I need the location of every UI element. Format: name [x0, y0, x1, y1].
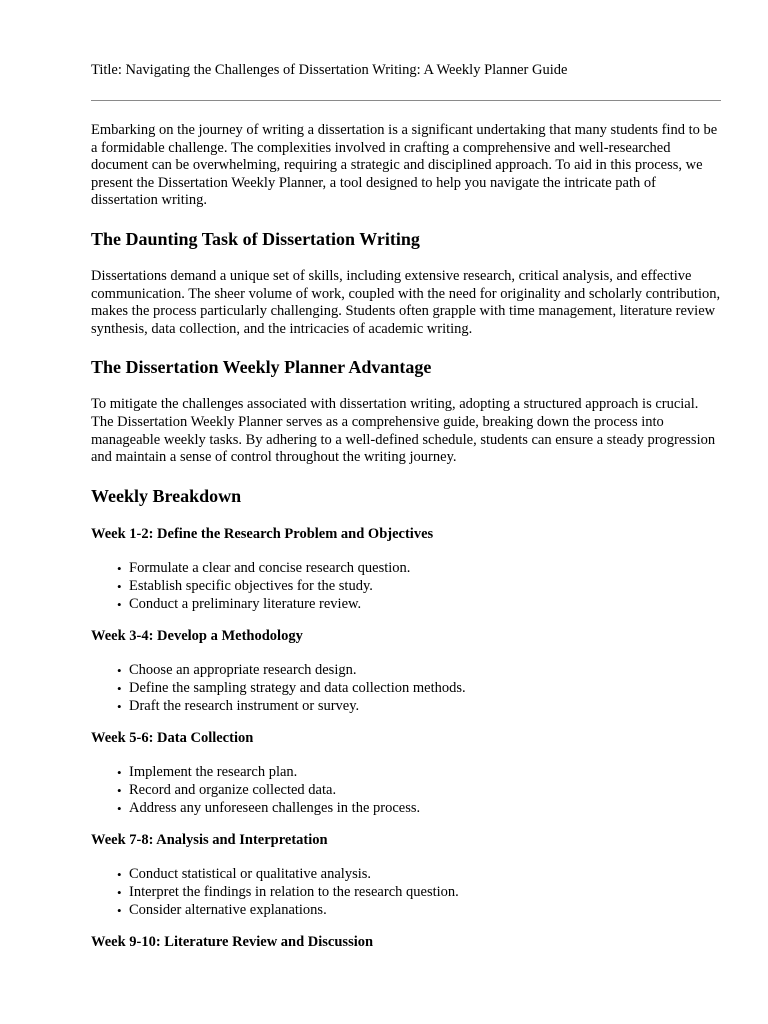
list-item: • Draft the research instrument or survey. [91, 697, 721, 715]
list-item: • Choose an appropriate research design. [91, 661, 721, 679]
list-item: • Consider alternative explanations. [91, 901, 721, 919]
intro-paragraph: Embarking on the journey of writing a dissertation is a significant undertaking that many students find to be a formidable challenge. The complexities involved in crafting a comprehensive and well-researched document can be overwhelming, requiring a strategic and disciplined approach. To aid in this process, we present the Dissertation Weekly Planner, a tool designed to help you navigate the intricate path of dissertation writing. [91, 122, 718, 209]
week-task-list [91, 865, 721, 919]
list-item: • Implement the research plan. [91, 763, 721, 781]
list-item: • Establish specific objectives for the study. [91, 577, 721, 595]
section-heading-daunting-task: The Daunting Task of Dissertation Writing [91, 228, 420, 249]
week-task-list [91, 559, 721, 613]
section-paragraph-daunting-task: Dissertations demand a unique set of skills, including extensive research, critical analysis, and effective communication. The sheer volume of work, coupled with the need for originality and scholarly contribution, makes the process particularly challenging. Students often grapple with time management, literature review synthesis, data collection, and the intricacies of academic writing. [91, 267, 721, 337]
list-item: • Record and organize collected data. [91, 781, 721, 799]
list-item: • Define the sampling strategy and data collection methods. [91, 679, 721, 697]
week-heading: Week 5-6: Data Collection [91, 729, 254, 746]
week-task-list [91, 763, 721, 817]
list-item: • Interpret the findings in relation to the research question. [91, 883, 721, 901]
section-heading-weekly-breakdown: Weekly Breakdown [91, 485, 242, 506]
document-title: Title: Navigating the Challenges of Dissertation Writing: A Weekly Planner Guide [91, 62, 568, 78]
list-item: • Conduct statistical or qualitative analysis. [91, 865, 721, 883]
document-body [91, 122, 721, 967]
week-heading: Week 7-8: Analysis and Interpretation [91, 831, 328, 848]
section-paragraph-planner-advantage: To mitigate the challenges associated with dissertation writing, adopting a structured approach is crucial. The Dissertation Weekly Planner serves as a comprehensive guide, breaking down the process into manageable weekly tasks. By adhering to a well-defined schedule, students can ensure a steady progression and maintain a sense of control throughout the writing journey. [91, 396, 716, 466]
week-heading: Week 1-2: Define the Research Problem and Objectives [91, 525, 434, 542]
week-heading: Week 9-10: Literature Review and Discussion [91, 933, 374, 950]
list-item: • Conduct a preliminary literature review. [91, 595, 721, 613]
title-divider [91, 100, 721, 101]
list-item: • Formulate a clear and concise research question. [91, 559, 721, 577]
week-heading: Week 3-4: Develop a Methodology [91, 627, 303, 644]
section-heading-planner-advantage: The Dissertation Weekly Planner Advantage [91, 357, 432, 378]
week-task-list [91, 661, 721, 715]
list-item: • Address any unforeseen challenges in the process. [91, 799, 721, 817]
